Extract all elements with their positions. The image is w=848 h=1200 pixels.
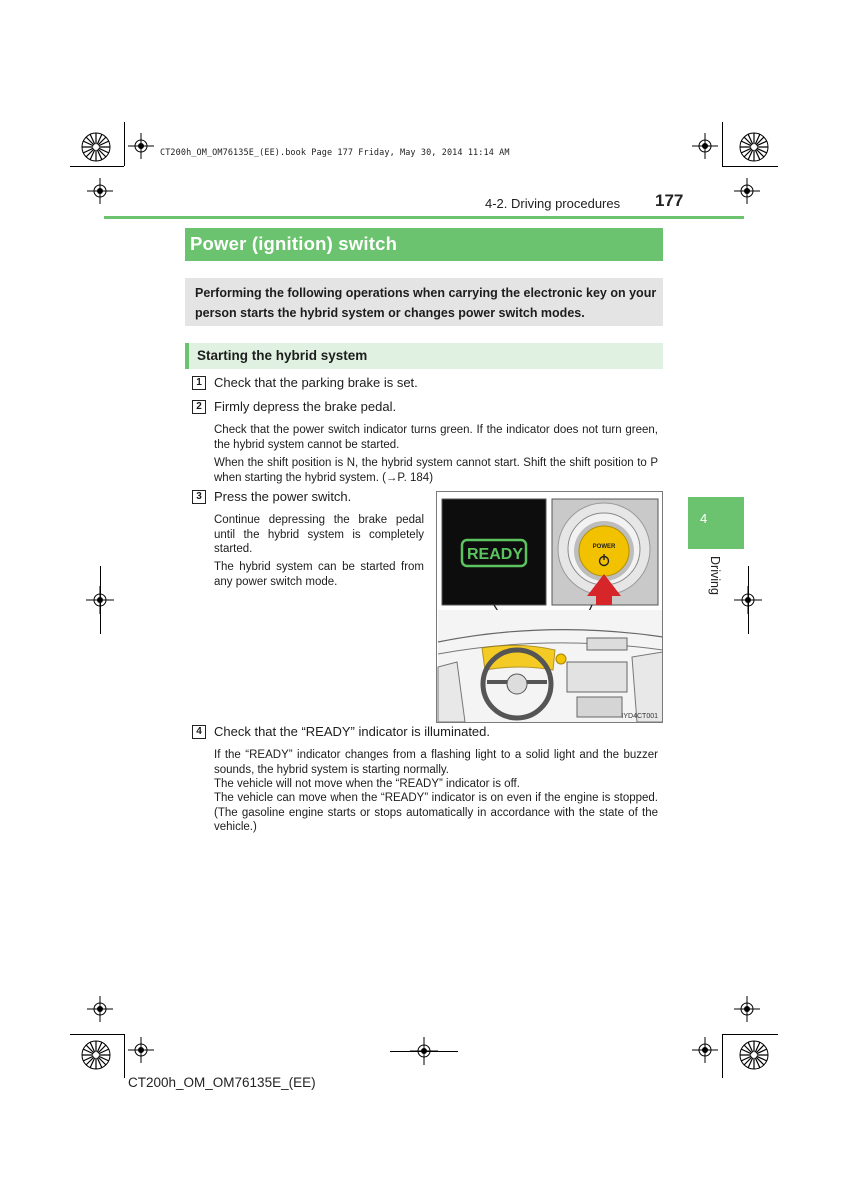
crosshair-mark-icon (734, 178, 760, 204)
subheading: Starting the hybrid system (197, 348, 368, 363)
registration-mark-icon (80, 1039, 112, 1071)
header-section: 4-2. Driving procedures (485, 196, 621, 211)
step-number-3: 3 (192, 490, 206, 504)
crosshair-mark-icon (87, 996, 113, 1022)
crosshair-mark-icon (128, 1037, 154, 1063)
step-2-text: Firmly depress the brake pedal. (214, 399, 397, 414)
step-4-note-3: The vehicle can move when the “READY” indicator is on even if the engine is stopped. (The gasoline engine starts or stops automatically in accordance with the state of the vehicle.) (214, 792, 658, 833)
registration-mark-icon (738, 131, 770, 163)
crosshair-mark-icon (87, 178, 113, 204)
step-4-text: Check that the “READY” indicator is illuminated. (214, 724, 491, 739)
footer-doc-code: CT200h_OM_OM76135E_(EE) (128, 1075, 316, 1090)
page-number: 177 (655, 191, 684, 210)
page-title: Power (ignition) switch (190, 233, 398, 254)
header-rule (104, 216, 744, 219)
step-4-note-2: The vehicle will not move when the “READY” indicator is off. (214, 778, 520, 790)
intro-text: Performing the following operations when carrying the electronic key on your person starts the hybrid system or changes power switch modes. (195, 286, 657, 320)
registration-mark-icon (738, 1039, 770, 1071)
power-button-label: POWER (592, 544, 616, 550)
figure-power-switch (436, 491, 663, 723)
step-2-note-1: Check that the power switch indicator turns green. If the indicator does not turn green, the hybrid system cannot be started. (214, 424, 658, 451)
step-1-text: Check that the parking brake is set. (214, 375, 418, 390)
chapter-label: Driving (708, 556, 722, 595)
step-number-2: 2 (192, 400, 206, 414)
registration-mark-icon (80, 131, 112, 163)
figure-code: IYD4CT001 (621, 713, 658, 720)
ready-indicator: READY (466, 546, 523, 563)
crosshair-mark-icon (734, 996, 760, 1022)
step-3-note-2: The hybrid system can be started from any power switch mode. (214, 561, 424, 588)
crosshair-mark-icon (692, 1037, 718, 1063)
step-number-1: 1 (192, 376, 206, 390)
intro-box (185, 278, 663, 326)
file-info: CT200h_OM_OM76135E_(EE).book Page 177 Friday, May 30, 2014 11:14 AM (160, 148, 510, 158)
page-title-bar (185, 228, 663, 261)
chapter-number: 4 (700, 511, 708, 526)
subheading-bar (185, 343, 663, 369)
step-3-note-1: Continue depressing the brake pedal until the hybrid system is completely started. (214, 514, 424, 555)
crosshair-mark-icon (128, 133, 154, 159)
chapter-tab (688, 497, 744, 549)
step-number-4: 4 (192, 725, 206, 739)
step-4-note-1: If the “READY” indicator changes from a flashing light to a solid light and the buzzer sounds, the hybrid system is starting normally. (214, 749, 658, 776)
figure-illustration (437, 492, 663, 723)
crosshair-mark-icon (692, 133, 718, 159)
step-2-note-2: When the shift position is N, the hybrid system cannot start. Shift the shift position to P when starting the hybrid system. (→P. 184) (214, 457, 658, 484)
step-3-text: Press the power switch. (214, 489, 352, 504)
